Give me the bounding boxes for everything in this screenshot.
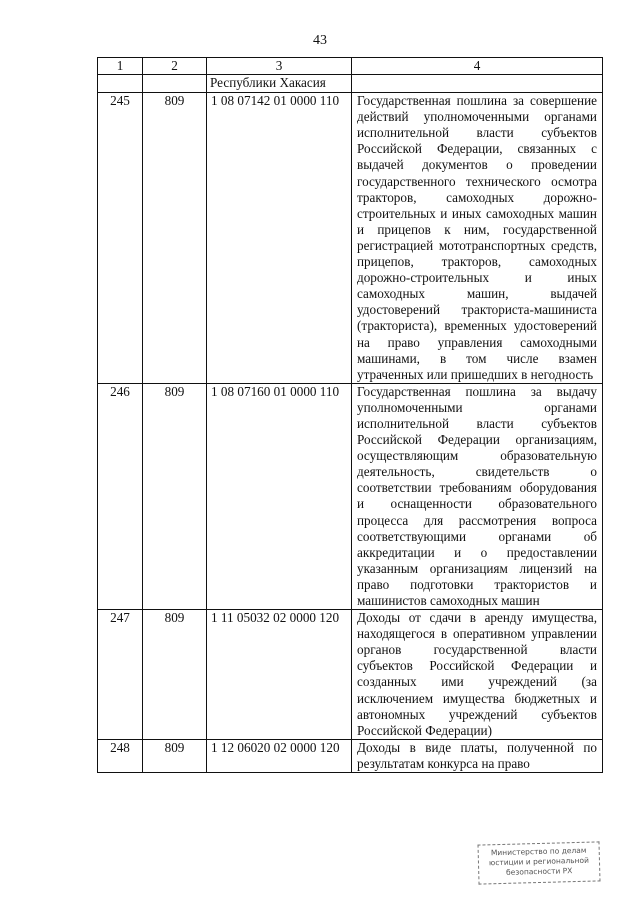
stamp-line: юстиции и региональной <box>488 855 590 868</box>
row-number: 247 <box>98 610 143 740</box>
header-col-1: 1 <box>98 58 143 75</box>
ministry-stamp <box>477 841 600 884</box>
page-number: 43 <box>313 33 327 48</box>
header-col-2: 2 <box>143 58 207 75</box>
kbk-code: 1 08 07142 01 0000 110 <box>207 93 352 384</box>
revenue-description: Государственная пошлина за выдачу уполномоченными органами исполнительной власти субъектов Российской Федерации организациям, осуществляющим образовательную деятельность, свидетельств о соответствии требованиям оборудования и оснащенности образовательного процесса для рассмотрения вопроса соответствующими органами об аккредитации и о предоставлении указанным организациям лицензий на право подготовки трактористов и машинистов самоходных машин <box>352 383 603 609</box>
admin-code: 809 <box>143 93 207 384</box>
region-label: Республики Хакасия <box>207 75 352 93</box>
revenue-description: Доходы от сдачи в аренду имущества, находящегося в оперативном управлении органов государственной власти субъектов Российской Федерации и созданных ими учреждений (за исключением имущества бюджетных и автономных учреждений субъектов Российской Федерации) <box>352 610 603 740</box>
admin-code: 809 <box>143 383 207 609</box>
kbk-code: 1 08 07160 01 0000 110 <box>207 383 352 609</box>
table-header-row <box>98 58 603 75</box>
admin-code: 809 <box>143 739 207 772</box>
header-col-3: 3 <box>207 58 352 75</box>
admin-code: 809 <box>143 610 207 740</box>
revenue-description: Государственная пошлина за совершение действий уполномоченными органами исполнительной власти субъектов Российской Федерации, связанных с выдачей документов о проведении государственного технического осмотра тракторов, самоходных дорожно-строительных и иных самоходных машин и прицепов к ним, государственной регистрацией мототранспортных средств, прицепов, тракторов, самоходных дорожно-строительных и иных самоходных машин, выдачей удостоверений тракториста-машиниста (тракториста), временных удостоверений на право управления самоходными машинами, в том числе взамен утраченных или пришедших в негодность <box>352 93 603 384</box>
row-number: 248 <box>98 739 143 772</box>
kbk-code: 1 12 06020 02 0000 120 <box>207 739 352 772</box>
row-number: 245 <box>98 93 143 384</box>
stamp-line: Министерство по делам <box>490 845 587 858</box>
region-row <box>98 75 603 93</box>
table-row <box>98 93 603 384</box>
revenue-codes-table <box>97 57 603 773</box>
table-row <box>98 739 603 772</box>
revenue-description: Доходы в виде платы, полученной по результатам конкурса на право <box>352 739 603 772</box>
row-number: 246 <box>98 383 143 609</box>
stamp-line: безопасности РХ <box>505 866 573 877</box>
kbk-code: 1 11 05032 02 0000 120 <box>207 610 352 740</box>
table-row <box>98 610 603 740</box>
table-row <box>98 383 603 609</box>
header-col-4: 4 <box>352 58 603 75</box>
